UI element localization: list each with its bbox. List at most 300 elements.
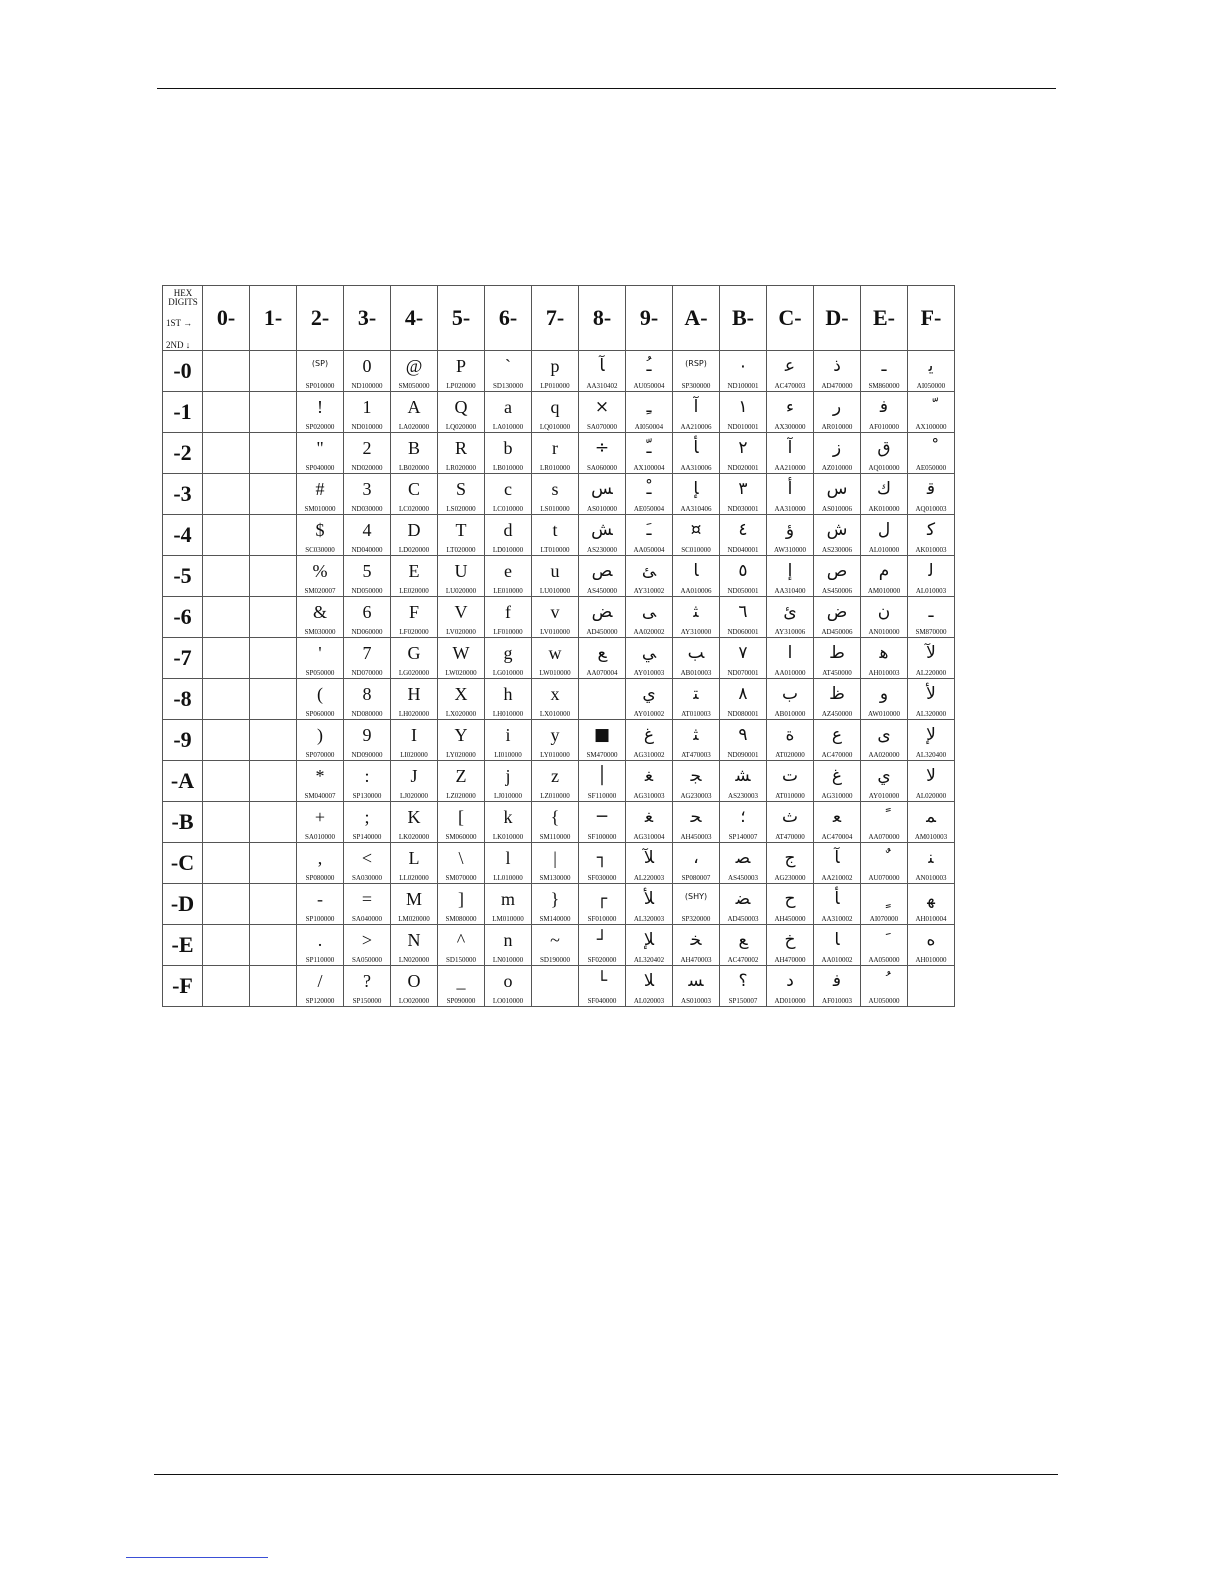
- table-row: [163, 761, 955, 802]
- code-cell-content: [532, 556, 578, 596]
- glyph-id: AA010002: [821, 956, 853, 964]
- code-cell-content: [391, 556, 437, 596]
- code-cell-content: [203, 843, 249, 883]
- glyph: ﻤ: [926, 807, 936, 827]
- code-cell: [720, 351, 767, 392]
- code-cell: [297, 884, 344, 925]
- code-cell-content: [438, 433, 484, 473]
- code-cell-content: [767, 843, 813, 883]
- code-cell-content: [485, 802, 531, 842]
- code-cell-content: [438, 761, 484, 801]
- code-cell: [673, 925, 720, 966]
- glyph: ﻀ: [735, 889, 751, 909]
- code-cell: [250, 720, 297, 761]
- glyph-id: SM110000: [539, 833, 571, 841]
- code-cell: [814, 884, 861, 925]
- code-cell: [297, 925, 344, 966]
- glyph-id: AA210000: [774, 464, 806, 472]
- code-cell: [532, 433, 579, 474]
- code-cell: [485, 351, 532, 392]
- code-cell-content: [908, 474, 954, 514]
- glyph-id: SM470000: [586, 751, 618, 759]
- glyph: 1: [362, 397, 372, 417]
- code-cell: [908, 720, 955, 761]
- code-cell: [485, 884, 532, 925]
- glyph: ┘: [596, 930, 608, 950]
- glyph: ـَ: [646, 520, 652, 540]
- glyph-id: SM140000: [539, 915, 571, 923]
- code-cell-content: [297, 474, 343, 514]
- code-cell: [720, 556, 767, 597]
- code-cell: [391, 720, 438, 761]
- code-cell: [532, 474, 579, 515]
- glyph-id: AX100000: [915, 423, 947, 431]
- code-cell-content: [767, 679, 813, 719]
- code-cell-content: [297, 515, 343, 555]
- glyph: ﻊ: [738, 930, 748, 950]
- code-cell: [861, 433, 908, 474]
- glyph: ﺶ: [591, 520, 613, 540]
- code-cell: [485, 720, 532, 761]
- code-cell-content: [438, 556, 484, 596]
- glyph-id: AA010006: [680, 587, 712, 595]
- column-header: 9-: [626, 286, 673, 351]
- code-cell: [579, 392, 626, 433]
- code-cell-content: [673, 802, 719, 842]
- code-cell-content: [203, 433, 249, 473]
- glyph-id: AA020000: [868, 751, 900, 759]
- glyph-id: AY010002: [633, 710, 665, 718]
- code-cell-content: [250, 966, 296, 1006]
- code-cell: [720, 392, 767, 433]
- code-cell-content: [720, 433, 766, 473]
- code-cell: [626, 720, 673, 761]
- glyph: ﺨ: [690, 930, 702, 950]
- code-cell-content: [391, 925, 437, 965]
- code-cell: [861, 515, 908, 556]
- code-cell-content: [250, 515, 296, 555]
- glyph: ﺈ: [693, 479, 699, 499]
- code-cell-content: [767, 515, 813, 555]
- code-cell: [203, 392, 250, 433]
- code-cell-content: [250, 679, 296, 719]
- glyph-id: LC010000: [493, 505, 523, 513]
- glyph: D: [407, 520, 421, 540]
- code-cell: [485, 556, 532, 597]
- glyph-id: LR020000: [446, 464, 476, 472]
- glyph: ﻗ: [926, 479, 936, 499]
- glyph-id: AK010000: [868, 505, 900, 513]
- code-cell: [250, 802, 297, 843]
- code-cell-content: [344, 966, 390, 1006]
- code-cell-content: [673, 638, 719, 678]
- glyph-id: SD150000: [446, 956, 476, 964]
- glyph: [250, 802, 296, 830]
- code-cell-content: [297, 720, 343, 760]
- glyph-id: SP070000: [305, 751, 335, 759]
- code-cell: [814, 925, 861, 966]
- code-cell: [344, 761, 391, 802]
- code-cell-content: [861, 433, 907, 473]
- glyph: [203, 679, 249, 707]
- code-cell: [297, 720, 344, 761]
- glyph: @: [405, 356, 423, 376]
- table-row: [163, 474, 955, 515]
- glyph-id: LG020000: [398, 669, 430, 677]
- glyph: (SHY): [684, 892, 708, 901]
- glyph: M: [405, 889, 422, 909]
- code-cell: [297, 761, 344, 802]
- code-cell: [485, 802, 532, 843]
- code-cell: [579, 433, 626, 474]
- glyph: [908, 966, 954, 994]
- code-cell-content: [391, 392, 437, 432]
- glyph-id: AU050000: [868, 997, 900, 1005]
- code-cell: [203, 474, 250, 515]
- code-cell: [720, 474, 767, 515]
- glyph: ﺼ: [735, 848, 751, 868]
- glyph-id: LQ020000: [445, 423, 477, 431]
- glyph: ﺙ: [781, 807, 798, 827]
- glyph: ﺠ: [690, 766, 702, 786]
- glyph-id: AL020000: [915, 792, 947, 800]
- glyph: T: [455, 520, 467, 540]
- code-cell-content: [344, 474, 390, 514]
- code-cell: [861, 638, 908, 679]
- row-header: -5: [163, 556, 203, 597]
- glyph: ﻕ: [877, 438, 891, 458]
- glyph-id: LG010000: [492, 669, 524, 677]
- glyph: U: [454, 561, 468, 581]
- glyph-id: AW310000: [773, 546, 807, 554]
- code-cell-content: [673, 925, 719, 965]
- glyph: a: [504, 397, 512, 417]
- glyph: [861, 802, 907, 830]
- code-cell-content: [767, 392, 813, 432]
- glyph-id: SM020007: [304, 587, 336, 595]
- table-row: [163, 925, 955, 966]
- code-cell: [203, 925, 250, 966]
- glyph: [203, 351, 249, 379]
- glyph: ٨: [738, 684, 748, 704]
- header-rule: [157, 88, 1056, 89]
- code-cell-content: [673, 597, 719, 637]
- glyph: G: [407, 643, 421, 663]
- glyph-id: AQ010000: [868, 464, 900, 472]
- code-cell: [579, 679, 626, 720]
- glyph-id: AY010003: [633, 669, 665, 677]
- code-cell: [861, 966, 908, 1007]
- glyph: [250, 515, 296, 543]
- code-cell-content: [391, 474, 437, 514]
- code-cell: [673, 556, 720, 597]
- corner-label: 2ND ↓: [166, 340, 191, 350]
- glyph: v: [550, 602, 560, 622]
- glyph-id: AL010003: [915, 587, 947, 595]
- code-cell-content: [814, 433, 860, 473]
- code-cell: [438, 392, 485, 433]
- code-cell-content: [720, 843, 766, 883]
- code-cell: [297, 351, 344, 392]
- glyph: .: [317, 930, 323, 950]
- code-cell-content: [579, 884, 625, 924]
- code-cell-content: [391, 597, 437, 637]
- glyph-id: LA010000: [492, 423, 524, 431]
- glyph: R: [454, 438, 467, 458]
- glyph-id: AD450003: [727, 915, 759, 923]
- glyph: ?: [363, 971, 371, 991]
- footnote-link-rule[interactable]: [126, 1557, 268, 1558]
- code-cell: [908, 843, 955, 884]
- glyph-id: AL010000: [868, 546, 900, 554]
- glyph: ﺄ: [693, 438, 699, 458]
- code-cell: [250, 679, 297, 720]
- code-cell-content: [344, 392, 390, 432]
- glyph: 8: [362, 684, 372, 704]
- code-cell: [391, 884, 438, 925]
- code-cell: [485, 761, 532, 802]
- code-cell-content: [579, 638, 625, 678]
- code-cell-content: [438, 966, 484, 1006]
- code-cell-content: [814, 556, 860, 596]
- row-header: -7: [163, 638, 203, 679]
- glyph-id: ND050000: [351, 587, 383, 595]
- code-cell-content: [485, 638, 531, 678]
- glyph: ﻊ: [597, 643, 607, 663]
- code-cell: [250, 597, 297, 638]
- code-cell-content: [626, 843, 672, 883]
- glyph: ﻭ: [879, 684, 889, 704]
- code-cell: [250, 761, 297, 802]
- row-header: -3: [163, 474, 203, 515]
- glyph-id: AL020003: [633, 997, 665, 1005]
- code-cell-content: [814, 351, 860, 391]
- glyph: ﺲ: [591, 479, 613, 499]
- glyph: #: [315, 479, 325, 499]
- glyph-id: LZ020000: [446, 792, 476, 800]
- code-cell: [767, 597, 814, 638]
- glyph-id: AX100004: [633, 464, 665, 472]
- footer-rule: [154, 1474, 1058, 1475]
- glyph-id: LF010000: [493, 628, 523, 636]
- code-cell: [344, 638, 391, 679]
- code-cell: [908, 474, 955, 515]
- code-cell: [861, 474, 908, 515]
- code-cell: [203, 556, 250, 597]
- column-header: 2-: [297, 286, 344, 351]
- code-cell: [814, 433, 861, 474]
- glyph: ء: [786, 397, 794, 417]
- code-cell-content: [391, 884, 437, 924]
- code-cell: [438, 433, 485, 474]
- glyph: ﻱ: [642, 684, 656, 704]
- glyph: ا: [787, 643, 793, 663]
- code-cell-content: [485, 679, 531, 719]
- code-cell: [485, 433, 532, 474]
- code-cell-content: [297, 884, 343, 924]
- glyph-id: AA050004: [633, 546, 665, 554]
- glyph: V: [454, 602, 468, 622]
- glyph: n: [503, 930, 513, 950]
- code-cell: [626, 884, 673, 925]
- code-cell: [908, 966, 955, 1007]
- glyph-id: AH450003: [680, 833, 712, 841]
- glyph: (SP): [311, 359, 329, 368]
- glyph: ﻱ: [877, 766, 891, 786]
- code-cell-content: [767, 597, 813, 637]
- code-cell-content: [579, 351, 625, 391]
- glyph: [203, 884, 249, 912]
- glyph-id: AS450000: [587, 587, 617, 595]
- code-cell: [344, 474, 391, 515]
- code-cell-content: [626, 433, 672, 473]
- code-cell: [485, 515, 532, 556]
- column-header: 4-: [391, 286, 438, 351]
- code-cell: [861, 597, 908, 638]
- glyph-id: LS010000: [540, 505, 570, 513]
- glyph: ﻵ: [926, 643, 936, 663]
- table-row: [163, 679, 955, 720]
- code-cell-content: [297, 966, 343, 1006]
- glyph: }: [550, 889, 560, 909]
- glyph: ﻬ: [927, 889, 935, 909]
- glyph-id: AB010003: [680, 669, 712, 677]
- glyph-id: AH010003: [868, 669, 900, 677]
- glyph: I: [411, 725, 417, 745]
- code-cell: [814, 392, 861, 433]
- code-cell: [438, 843, 485, 884]
- code-cell-content: [908, 761, 954, 801]
- glyph: %: [312, 561, 328, 581]
- glyph: آ: [787, 438, 793, 458]
- code-cell-content: [908, 966, 954, 1006]
- glyph-id: AE050004: [633, 505, 665, 513]
- code-cell-content: [391, 966, 437, 1006]
- code-cell-content: [626, 679, 672, 719]
- glyph-id: AH010004: [915, 915, 947, 923]
- glyph-id: LW010000: [539, 669, 571, 677]
- code-cell: [814, 843, 861, 884]
- code-cell-content: [626, 638, 672, 678]
- code-cell: [767, 884, 814, 925]
- code-cell: [720, 761, 767, 802]
- code-cell: [532, 884, 579, 925]
- glyph: [203, 843, 249, 871]
- table-row: [163, 351, 955, 392]
- glyph-id: AA210002: [821, 874, 853, 882]
- glyph-id: SP010000: [305, 382, 335, 390]
- code-cell-content: [203, 720, 249, 760]
- code-cell: [391, 392, 438, 433]
- code-cell: [203, 802, 250, 843]
- code-cell: [532, 720, 579, 761]
- glyph-id: LT010000: [540, 546, 570, 554]
- code-cell: [438, 925, 485, 966]
- code-cell-content: [908, 720, 954, 760]
- code-cell-content: [203, 556, 249, 596]
- glyph-id: SP140000: [352, 833, 382, 841]
- code-cell: [814, 556, 861, 597]
- code-cell-content: [344, 720, 390, 760]
- code-cell-content: [532, 884, 578, 924]
- code-cell-content: [579, 556, 625, 596]
- glyph: [250, 925, 296, 953]
- table-row: [163, 515, 955, 556]
- code-cell-content: [767, 351, 813, 391]
- code-cell: [250, 843, 297, 884]
- glyph: ﺊ: [641, 561, 657, 581]
- glyph: ١: [738, 397, 748, 417]
- code-cell-content: [814, 884, 860, 924]
- glyph-id: AT470000: [775, 833, 805, 841]
- glyph: c: [504, 479, 512, 499]
- glyph: ﺯ: [832, 438, 842, 458]
- code-cell: [861, 392, 908, 433]
- glyph-id: SP080007: [681, 874, 711, 882]
- glyph-id: LI010000: [494, 751, 522, 759]
- code-cell-content: [532, 474, 578, 514]
- glyph: ،: [693, 848, 699, 868]
- glyph-id: SM060000: [445, 833, 477, 841]
- glyph-id: SP060000: [305, 710, 335, 718]
- glyph: ﺵ: [826, 520, 848, 540]
- code-cell: [767, 679, 814, 720]
- code-cell-content: [626, 474, 672, 514]
- code-cell: [250, 556, 297, 597]
- glyph: [250, 351, 296, 379]
- code-cell: [720, 433, 767, 474]
- code-cell: [203, 515, 250, 556]
- code-cell: [767, 351, 814, 392]
- code-cell: [626, 515, 673, 556]
- code-cell-content: [485, 925, 531, 965]
- glyph: ﻸ: [643, 889, 655, 909]
- glyph-id: SP150000: [352, 997, 382, 1005]
- glyph-id: ND080000: [351, 710, 383, 718]
- code-cell: [579, 351, 626, 392]
- glyph: ٧: [738, 643, 748, 663]
- glyph: W: [452, 643, 470, 663]
- code-cell: [626, 925, 673, 966]
- glyph: /: [317, 971, 323, 991]
- glyph: ^: [456, 930, 466, 950]
- code-cell-content: [344, 351, 390, 391]
- row-header: -B: [163, 802, 203, 843]
- glyph: أ: [787, 479, 793, 499]
- code-cell-content: [438, 925, 484, 965]
- glyph: =: [361, 889, 373, 909]
- code-cell-content: [438, 638, 484, 678]
- glyph-id: AB010000: [774, 710, 806, 718]
- glyph: `: [505, 356, 511, 376]
- code-cell-content: [485, 597, 531, 637]
- glyph-id: AA310400: [774, 587, 806, 595]
- code-cell-content: [626, 925, 672, 965]
- code-cell: [532, 925, 579, 966]
- code-cell-content: [438, 474, 484, 514]
- glyph: ﺾ: [591, 602, 613, 622]
- glyph: f: [505, 602, 511, 622]
- glyph-id: LS020000: [446, 505, 476, 513]
- code-cell: [579, 515, 626, 556]
- code-cell-content: [250, 843, 296, 883]
- code-cell: [297, 474, 344, 515]
- code-cell: [344, 392, 391, 433]
- glyph-id: LP010000: [540, 382, 570, 390]
- glyph-id: AA310006: [680, 464, 712, 472]
- glyph: ﻯ: [877, 725, 891, 745]
- glyph: [203, 966, 249, 994]
